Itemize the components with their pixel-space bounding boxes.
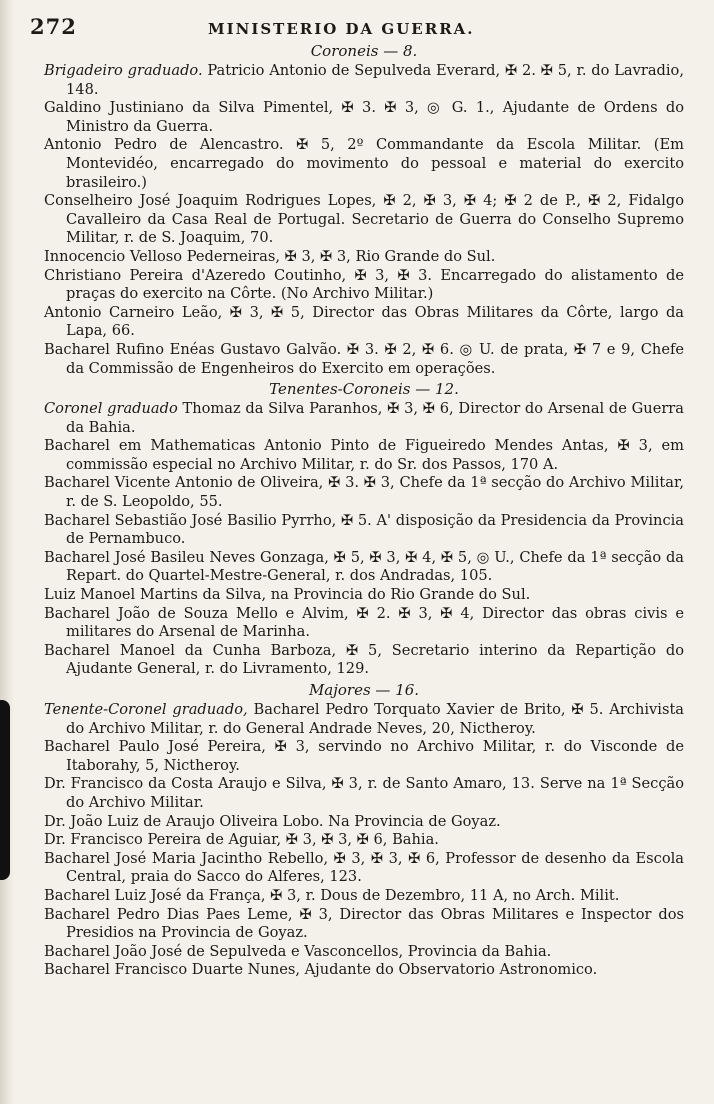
sections-container (44, 42, 684, 980)
entry (44, 341, 684, 378)
entry-text: Dr. Francisco Pereira de Aguiar, ✠ 3, ✠ 3, ✠ 6, Bahia. (44, 831, 439, 849)
entry-rank: Coronel graduado (44, 400, 178, 418)
entry (44, 831, 684, 850)
entry (44, 943, 684, 962)
entry (44, 642, 684, 679)
entry-text: Dr. João Luiz de Araujo Oliveira Lobo. Na Provincia de Goyaz. (44, 812, 501, 830)
entry-text: Bacharel Paulo José Pereira, ✠ 3, servindo no Archivo Militar, r. do Visconde de Itaborahy, 5, Nictheroy. (44, 738, 684, 774)
entry-text: Bacharel em Mathematicas Antonio Pinto de Figueiredo Mendes Antas, ✠ 3, em commissão especial no Archivo Militar, r. do Sr. dos Passos, 170 A. (44, 437, 684, 473)
entry-rank: Brigadeiro graduado. (44, 62, 203, 79)
entry-text: Thomaz da Silva Paranhos, ✠ 3, ✠ 6, Director do Arsenal de Guerra da Bahia. (66, 400, 684, 436)
entry (44, 400, 684, 437)
entry-text: Bacharel João José de Sepulveda e Vasconcellos, Provincia da Bahia. (44, 942, 552, 960)
entry-text: Dr. Francisco da Costa Araujo e Silva, ✠ 3, r. de Santo Amaro, 13. Serve na 1ª Secção do Archivo Militar. (44, 775, 684, 811)
entry-rank: Tenente-Coronel graduado, (44, 701, 248, 718)
entry-text: Luiz Manoel Martins da Silva, na Provincia do Rio Grande do Sul. (44, 586, 531, 604)
entry-text: Conselheiro José Joaquim Rodrigues Lopes, ✠ 2, ✠ 3, ✠ 4; ✠ 2 de P., ✠ 2, Fidalgo Cavalleiro da Casa Real de Portugal. Secretario de Guerra do Conselho Supremo Militar, r. de S. Joaquim, 70. (44, 192, 684, 247)
entry (44, 304, 684, 341)
entry-text: Bacharel Pedro Dias Paes Leme, ✠ 3, Director das Obras Militares e Inspector dos Presidios na Provincia de Goyaz. (44, 905, 684, 942)
entry (44, 775, 684, 812)
entry-text: Bacharel Luiz José da França, ✠ 3, r. Dous de Dezembro, 11 A, no Arch. Milit. (44, 886, 620, 904)
page-number: 272 (30, 14, 77, 39)
entry (44, 248, 684, 267)
entry (44, 192, 684, 248)
entry-text: Bacharel Vicente Antonio de Oliveira, ✠ 3. ✠ 3, Chefe da 1ª secção do Archivo Militar, r. de S. Leopoldo, 55. (44, 474, 684, 511)
entry-text: Bacharel Manoel da Cunha Barboza, ✠ 5, Secretario interino da Repartição do Ajudante General, r. do Livramento, 129. (44, 641, 684, 678)
entry (44, 586, 684, 605)
entry-text: Bacharel Francisco Duarte Nunes, Ajudante do Observatorio Astronomico. (44, 961, 598, 979)
entry (44, 605, 684, 642)
entry (44, 906, 684, 943)
entry (44, 961, 684, 980)
entry-text: Galdino Justiniano da Silva Pimentel, ✠ 3. ✠ 3, ◎ G. 1., Ajudante de Ordens do Ministro da Guerra. (44, 99, 684, 135)
entry-text: Bacharel João de Souza Mello e Alvim, ✠ 2. ✠ 3, ✠ 4, Director das obras civis e militares do Arsenal de Marinha. (44, 604, 684, 641)
entry (44, 512, 684, 549)
section-1 (44, 380, 684, 679)
entry (44, 887, 684, 906)
section-title: Coroneis — 8. (310, 42, 418, 60)
entry-text: Bacharel José Basileu Neves Gonzaga, ✠ 5, ✠ 3, ✠ 4, ✠ 5, ◎ U., Chefe da 1ª secção da Repart. do Quartel-Mestre-General, r. dos Andradas, 105. (44, 548, 684, 585)
entry-text: Bacharel José Maria Jacintho Rebello, ✠ 3, ✠ 3, ✠ 6, Professor de desenho da Escola Central, praia do Sacco do Alferes, 123. (44, 849, 684, 886)
entry (44, 549, 684, 586)
entry-text: Bacharel Rufino Enéas Gustavo Galvão. ✠ 3. ✠ 2, ✠ 6. ◎ U. de prata, ✠ 7 e 9, Chefe da Commissão de Engenheiros do Exercito em operações. (44, 340, 684, 377)
entry-text: Bacharel Sebastião José Basilio Pyrrho, ✠ 5. A' disposição da Presidencia da Provincia de Pernambuco. (44, 511, 684, 548)
entry-text: Antonio Carneiro Leão, ✠ 3, ✠ 5, Director das Obras Militares da Côrte, largo da Lapa, 66. (44, 303, 684, 340)
section-0 (44, 42, 684, 378)
entry-text: Innocencio Velloso Pederneiras, ✠ 3, ✠ 3, Rio Grande do Sul. (44, 247, 496, 265)
entry-text: Christiano Pereira d'Azeredo Coutinho, ✠ 3, ✠ 3. Encarregado do alistamento de praças do exercito na Côrte. (No Archivo Militar.) (44, 266, 684, 303)
entry (44, 474, 684, 511)
entry (44, 738, 684, 775)
entry (44, 99, 684, 136)
entry (44, 437, 684, 474)
section-title: Majores — 16. (308, 681, 420, 699)
running-title: MINISTERIO DA GUERRA. (208, 20, 475, 38)
entry (44, 267, 684, 304)
entry-text: Bacharel Pedro Torquato Xavier de Brito, ✠ 5. Archivista do Archivo Militar, r. do General Andrade Neves, 20, Nictheroy. (66, 701, 685, 737)
section-2 (44, 681, 684, 980)
entry (44, 701, 684, 738)
section-title: Tenentes-Coroneis — 12. (269, 380, 459, 399)
entry (44, 62, 684, 99)
entry-text: Patricio Antonio de Sepulveda Everard, ✠ 2. ✠ 5, r. do Lavradio, 148. (66, 62, 684, 98)
entry (44, 850, 684, 887)
entry-text: Antonio Pedro de Alencastro. ✠ 5, 2º Commandante da Escola Militar. (Em Montevidéo, encarregado do movimento do pessoal e material do exercito brasileiro.) (44, 136, 684, 191)
entry (44, 136, 684, 192)
entry (44, 813, 684, 832)
